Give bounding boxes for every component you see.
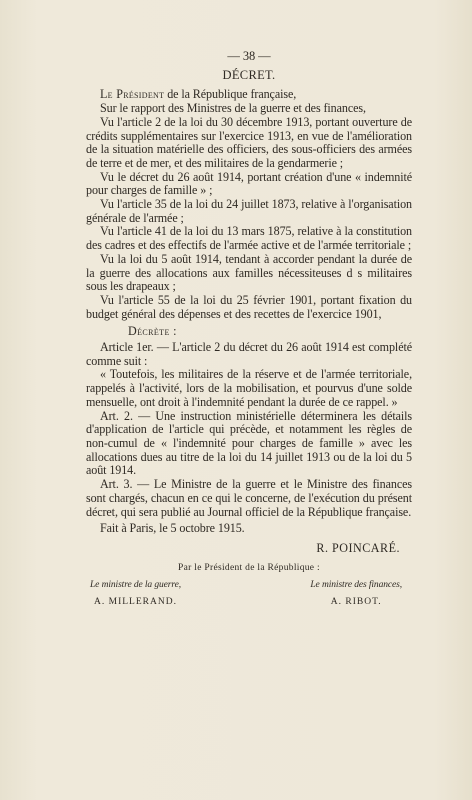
article-3: Art. 3. — Le Ministre de la guerre et le Ministre des finances sont chargés, chacun en ce qui le concerne, de l'exécution du présent décret, qui sera publié au Journal officiel de la République française. (86, 477, 412, 519)
article-1-quote: « Toutefois, les militaires de la réserve et de l'armée territoriale, rappelés à l'activité, lors de la mobilisation, et pourvus d'une solde mensuelle, ont droit à l'indemnité pendant la durée de ce rappel. » (86, 367, 412, 409)
preamble-paragraph: Vu le décret du 26 août 1914, portant création d'une « indemnité pour charges de famille » ; (86, 169, 412, 198)
article-1: Article 1er. — L'article 2 du décret du 26 août 1914 est complété comme suit : (86, 340, 412, 368)
fait-a-paris: Fait à Paris, le 5 octobre 1915. (100, 521, 245, 536)
preamble-paragraph: Sur le rapport des Ministres de la guerre et des finances, (100, 101, 366, 116)
article-2: Art. 2. — Une instruction ministérielle déterminera les détails d'application de l'article qui précède, et notamment les règles de non-cumul de « l'indemnité pour charges de famille » avec les allocations dues au titre de la loi du 14 juillet 1913 ou de la loi du 5 août 1914. (86, 408, 412, 478)
preamble-paragraph: Vu l'article 35 de la loi du 24 juillet 1873, relative à l'organisation générale de l'armée ; (86, 197, 412, 225)
par-le-president: Par le Président de la République : (178, 562, 320, 573)
minister-role: Le ministre de la guerre, (90, 580, 181, 591)
preamble-paragraph: Vu l'article 41 de la loi du 13 mars 1875, relative à la constitution des cadres et des effectifs de l'armée active et de l'armée territoriale ; (86, 224, 412, 253)
minister-guerre (90, 579, 181, 609)
president-prefix: Le Président (100, 87, 165, 102)
minister-name: A. RIBOT. (330, 597, 382, 608)
preamble-paragraph: Vu l'article 55 de la loi du 25 février 1901, portant fixation du budget général des dépenses et des recettes de l'exercice 1901, (86, 292, 412, 321)
page-number: — 38 — (227, 49, 271, 63)
minister-name: A. MILLERAND. (94, 597, 177, 608)
minister-role: Le ministre des finances, (310, 580, 402, 591)
preamble-paragraph: Vu la loi du 5 août 1914, tendant à accorder pendant la durée de la guerre des allocations aux familles nécessiteuses d s militaires sous les drapeaux ; (86, 251, 412, 294)
president-line (86, 88, 412, 102)
minister-finances (310, 579, 402, 609)
decrete-heading: Décrète : (128, 324, 177, 339)
minister-signatures (86, 579, 412, 609)
preamble-paragraph: Vu l'article 2 de la loi du 30 décembre 1913, portant ouverture de crédits supplémentaires sur l'exercice 1913, en vue de l'amélioration de la situation matérielle des officiers, des sous-officiers des armées de terre et de mer, et des militaires de la gendarmerie ; (86, 114, 412, 170)
decree-title: DÉCRET. (222, 67, 276, 82)
decree-text (86, 50, 412, 610)
president-signature: R. POINCARÉ. (316, 540, 400, 555)
president-rest: de la République française, (164, 87, 297, 102)
